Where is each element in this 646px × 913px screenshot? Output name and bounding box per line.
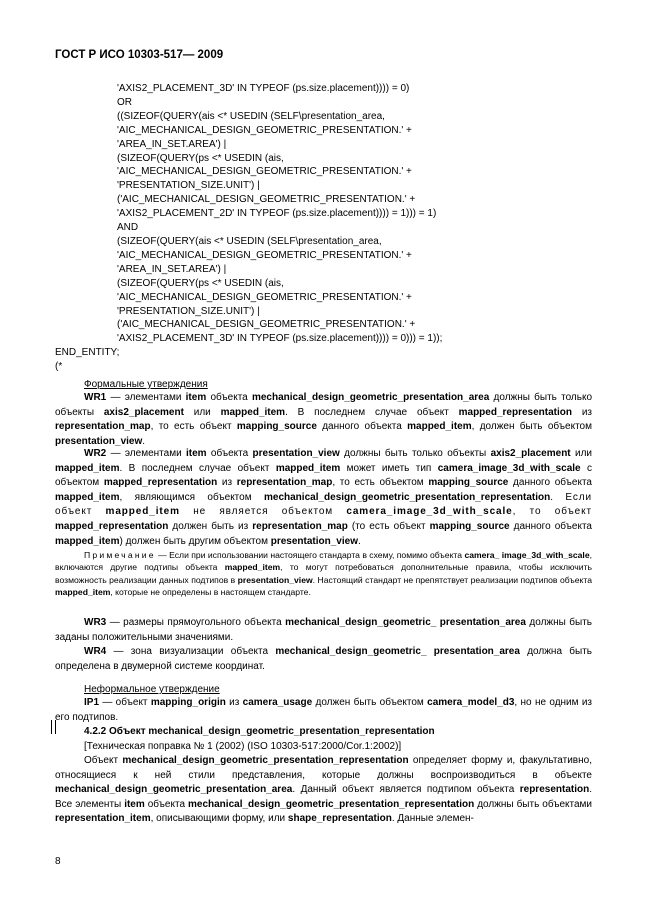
bold-term: mapping_origin: [150, 697, 226, 708]
text-run: .: [142, 435, 146, 447]
code-line: (SIZEOF(QUERY(ps <* USEDIN (ais,: [117, 152, 284, 164]
text-run: , описывающими форму, или: [150, 813, 288, 825]
text-run: данного объекта: [508, 477, 592, 489]
bold-term: representation_map: [55, 421, 151, 433]
text-run: ) должен быть другим объектом: [119, 535, 271, 547]
text-run: Примечание: [84, 550, 156, 560]
bold-term: item: [186, 448, 207, 459]
bold-term: shape_representation: [287, 813, 392, 825]
code-line: ('AIC_MECHANICAL_DESIGN_GEOMETRIC_PRESENTATION.' +: [117, 319, 416, 331]
bold-term: mapping_source: [236, 421, 317, 433]
code-line: END_ENTITY;: [55, 347, 120, 359]
text-run: определяет форму и, факультативно, относящиеся к ней стили представления, которые должны воспроизводиться в объекте: [55, 755, 592, 781]
text-run: объекта: [206, 448, 253, 459]
bold-term: mechanical_design_geometric_presentation_representation: [122, 755, 409, 766]
bold-term: mapped_item: [55, 491, 120, 503]
express-code-block: [55, 82, 592, 374]
bold-term: mechanical_design_geometric_presentation_area: [251, 392, 490, 403]
bold-term: mapped_item: [55, 462, 120, 474]
code-line: 'PRESENTATION_SIZE.UNIT') |: [117, 305, 260, 317]
bold-term: mapped_item: [220, 406, 286, 418]
text-run: . Все элементы: [55, 784, 592, 810]
code-line: (SIZEOF(QUERY(ps <* USEDIN (ais,: [117, 277, 284, 289]
text-run: , но не одним из его подтипов.: [55, 697, 593, 723]
text-run: , включаются другие подтипы объекта: [55, 550, 592, 573]
text-run: , которые не определены в настоящем стандарте.: [110, 587, 311, 598]
code-line: 'AIC_MECHANICAL_DESIGN_GEOMETRIC_PRESENTATION.' +: [117, 249, 412, 261]
bold-term: mapped_item: [55, 535, 120, 547]
page-header: ГОСТ Р ИСО 10303-517— 2009: [55, 49, 224, 61]
text-run: данного объекта: [509, 520, 592, 532]
text-run: или: [570, 448, 592, 459]
text-run: , то объект: [512, 506, 592, 518]
code-line: 'AXIS2_PLACEMENT_3D' IN TYPEOF (ps.size.placement)))) = 0))) = 1));: [117, 333, 443, 345]
text-run: . Данный объект является подтипом объекта: [292, 784, 520, 796]
text-run: Если объект: [55, 491, 593, 518]
bold-term: mapping_source: [428, 477, 509, 489]
bold-term: representation: [519, 784, 590, 796]
bold-term: IP1: [84, 697, 100, 708]
code-line: 'AIC_MECHANICAL_DESIGN_GEOMETRIC_PRESENTATION.' +: [117, 124, 412, 136]
text-run: с объектом: [55, 462, 593, 489]
bold-term: mechanical_design_geometric_ presentation_area: [275, 646, 520, 657]
rule-ip1: [55, 696, 592, 725]
text-run: , то есть объект: [150, 421, 237, 433]
text-run: . Настоящий стандарт не препятствует реализации подтипов объекта: [312, 574, 592, 585]
code-line: OR: [117, 96, 132, 108]
bold-term: item: [185, 392, 207, 403]
bold-term: camera_ image_3d_with_scale: [464, 550, 590, 560]
page-number: 8: [55, 856, 61, 867]
code-line: 'PRESENTATION_SIZE.UNIT') |: [117, 180, 260, 192]
code-line: 'AIC_MECHANICAL_DESIGN_GEOMETRIC_PRESENTATION.' +: [117, 291, 412, 303]
bold-term: WR1: [84, 392, 107, 403]
text-run: данного объекта: [316, 421, 408, 433]
text-run: должен быть объектом: [312, 697, 428, 708]
text-run: может иметь тип: [340, 462, 438, 474]
text-run: (то есть объект: [347, 520, 430, 532]
bold-term: mechanical_design_geometric_presentation_representation: [148, 726, 435, 737]
text-run: — элементами: [106, 392, 186, 403]
bold-term: presentation_view: [252, 448, 340, 459]
bold-term: mechanical_design_geometric_presentation_representation: [188, 798, 475, 810]
body-paragraph: [55, 754, 592, 827]
bold-term: camera_model_d3: [427, 697, 515, 708]
bold-term: mechanical_design_geometric_presentation_area: [55, 784, 293, 796]
bold-term: WR4: [84, 646, 107, 657]
bold-term: representation_map: [252, 520, 348, 532]
bold-term: WR3: [84, 617, 107, 628]
code-line: (*: [55, 361, 63, 373]
text-run: объекта: [206, 392, 252, 403]
text-run: . В последнем случае объект: [285, 406, 459, 418]
text-run: должны быть только объекты: [339, 448, 491, 459]
text-run: , являющимся объектом: [119, 491, 264, 503]
text-run: . В последнем случае объект: [119, 462, 276, 474]
bold-term: representation_item: [55, 813, 151, 825]
bold-term: mapping_source: [429, 520, 510, 532]
code-line: AND: [117, 222, 139, 234]
bold-term: mapped_representation: [103, 477, 218, 489]
rule-wr2: [55, 447, 592, 549]
text-run: или: [183, 406, 221, 418]
text-run: не является объектом: [179, 506, 347, 518]
bold-term: presentation_view: [55, 435, 143, 447]
code-line: (SIZEOF(QUERY(ais <* USEDIN (SELF\presentation_area,: [117, 235, 382, 247]
bold-term: camera_usage: [242, 697, 313, 708]
text-run: должны быть только объекты: [55, 392, 592, 418]
text-run: — Если при использовании настоящего стандарта в схему, помимо объекта: [155, 550, 465, 560]
bold-term: mapped_item: [275, 462, 341, 474]
note-paragraph: [55, 549, 592, 599]
rule-wr4: [55, 645, 592, 674]
text-run: должна быть определена в двумерной системе координат.: [55, 646, 592, 672]
text-run: должны быть заданы положительными значениями.: [55, 617, 592, 643]
bold-term: item: [124, 798, 145, 810]
bold-term: 4.2.2 Объект: [84, 726, 149, 737]
bold-term: mapped_representation: [55, 520, 169, 532]
text-run: — размеры прямоугольного объекта: [106, 617, 286, 628]
text-run: — зона визуализации объекта: [106, 646, 276, 657]
text-run: объекта: [144, 798, 188, 810]
code-line: 'AXIS2_PLACEMENT_2D' IN TYPEOF (ps.size.placement)))) = 1))) = 1): [117, 208, 437, 220]
bold-term: mapped_item: [407, 421, 472, 433]
bold-term: mechanical_design_geometric_presentation_representation: [264, 491, 551, 503]
section-title: [55, 725, 592, 740]
informal-heading: Неформальное утверждение: [84, 684, 220, 695]
text-run: Объект: [84, 755, 123, 766]
text-run: — объект: [99, 697, 151, 708]
text-run: , то могут потребоваться дополнительные правила, чтобы исключить возможность реализации данных подтипов в: [55, 562, 592, 585]
text-run: должны быть объектами: [474, 798, 593, 810]
bold-term: mapped_item: [55, 587, 111, 598]
code-line: ('AIC_MECHANICAL_DESIGN_GEOMETRIC_PRESENTATION.' +: [117, 194, 416, 206]
text-run: .: [358, 535, 361, 547]
text-run: из: [571, 406, 592, 418]
bold-term: camera_image_3d_with_scale: [437, 462, 581, 474]
code-line: ((SIZEOF(QUERY(ais <* USEDIN (SELF\presentation_area,: [117, 110, 385, 122]
amendment-note: [Техническая поправка № 1 (2002) (ISO 10303-517:2000/Cor.1:2002)]: [84, 741, 402, 752]
bold-term: axis2_placement: [103, 406, 184, 418]
bold-term: axis2_placement: [490, 448, 571, 459]
text-run: . Данные элемен-: [391, 813, 474, 825]
bold-term: mechanical_design_geometric_ presentation_area: [285, 617, 526, 628]
code-line: 'AIC_MECHANICAL_DESIGN_GEOMETRIC_PRESENTATION.' +: [117, 166, 412, 178]
bold-term: mapped_item: [105, 506, 180, 518]
text-run: должен быть из: [168, 520, 253, 532]
text-run: , то есть объектом: [332, 477, 429, 489]
text-run: — элементами: [106, 448, 186, 459]
formal-heading: Формальные утверждения: [84, 379, 208, 390]
bold-term: mapped_representation: [458, 406, 572, 418]
bold-term: mapped_item: [224, 562, 281, 573]
bold-term: representation_map: [236, 477, 333, 489]
text-run: из: [217, 477, 237, 489]
bold-term: presentation_view: [270, 535, 358, 547]
bold-term: presentation_view: [237, 574, 313, 585]
code-line: 'AREA_IN_SET.AREA') |: [117, 138, 227, 150]
bold-term: WR2: [84, 448, 107, 459]
rule-wr3: [55, 616, 592, 645]
bold-term: camera_image_3d_with_scale: [346, 506, 513, 518]
rule-wr1: [55, 391, 592, 449]
text-run: .: [550, 491, 566, 503]
code-line: 'AREA_IN_SET.AREA') |: [117, 263, 227, 275]
code-line: 'AXIS2_PLACEMENT_3D' IN TYPEOF (ps.size.placement)))) = 0): [117, 83, 410, 94]
text-run: , должен быть объектом: [471, 421, 592, 433]
text-run: из: [225, 697, 243, 708]
